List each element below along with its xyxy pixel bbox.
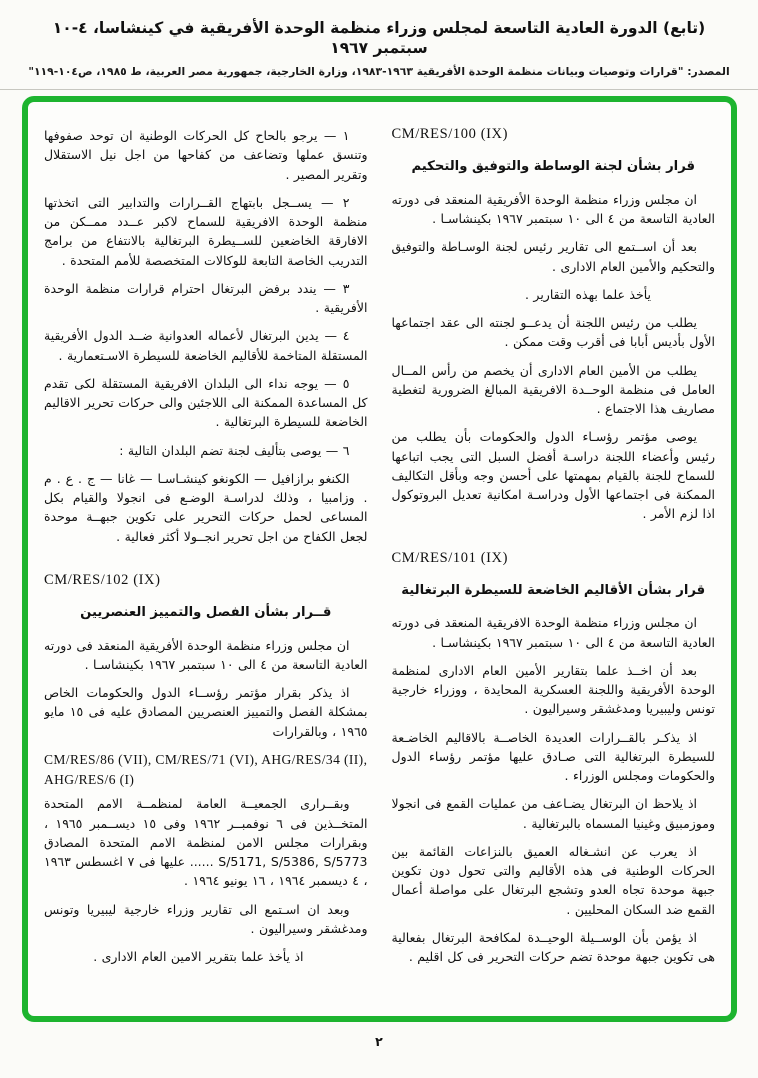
- resolution-clause: ٢ — يســجل بابتهاج القــرارات والتدابير التى اتخذتها منظمة الوحدة الافريقية للسماح لاكبر عــدد ممــكن من الافارقة الخاضعين للســيطرة البرتغالية بالانتفاع من برامج التدريب الخاصة التابعة للوكالات المتخصصة للأمم المتحدة .: [44, 194, 368, 268]
- resolution-paragraph: بعد أن اســتمع الى تقارير رئيس لجنة الوسـاطة والتوفيق والتحكيم والأمين العام الادارى .: [391, 239, 715, 274]
- resolution-title: قرار بشأن لجنة الوساطة والتوفيق والتحكيم: [411, 159, 696, 174]
- resolution-paragraph: ان مجلس وزراء منظمة الوحدة الأفريقية المنعقد فى دورته العادية التاسعة من ٤ الى ١٠ سبتمبر ١٩٦٧ بكينشاسـا .: [391, 191, 715, 227]
- header-divider: [0, 89, 758, 90]
- resolution-paragraph: يأخذ علما بهذه التقارير .: [524, 286, 651, 302]
- resolution-paragraph: اذ يؤمن بأن الوســيلة الوحيــدة لمكافحة البرتغال بفعالية هى تكوين جبهة موحدة تضم حركات التحرير فى كل اقليم .: [391, 929, 715, 965]
- page-number: ٢: [375, 1034, 383, 1049]
- resolution-clause: ٣ — يندد برفض البرتغال احترام قرارات منظمة الوحدة الأفريقية .: [44, 280, 368, 315]
- resolution-paragraph: بعد أن اخــذ علما بتقارير الأمين العام الادارى لمنظمة الوحدة الأفريقية واللجنة العسكرية المحايدة ، ووزراء خارجية تونس وليبيريا ومدغشقر وسيراليون .: [391, 662, 715, 717]
- resolution-paragraph: اذ يأخذ علما بتقرير الامين العام الادارى .: [93, 949, 304, 965]
- resolution-paragraph: اذ يلاحظ ان البرتغال يضـاعف من عمليات القمع فى انجولا وموزمبيق وغينيا المسماه بالبرتغالية .: [391, 796, 715, 831]
- resolution-paragraph: وبعد ان اسـتمع الى تقارير وزراء خارجية ليبيريا وتونس ومدغشقر وسيراليون .: [44, 901, 368, 936]
- two-column-layout: [28, 102, 731, 1016]
- resolution-clause: ٦ — يوصى بتأليف لجنة تضم البلدان التالية :: [119, 442, 350, 458]
- resolution-paragraph: اذ يعرب عن انشـغاله العميق بالنزاعات القائمة بين الحركات الوطنية فى هذه الأقاليم والتى تحول دون تكوين جبهة موحدة تجاه العدو وتشجع البرتغال على مواصلة أعمال القمع ضد السكان المحليين .: [391, 843, 715, 917]
- resolution-paragraph: يطلب من الأمين العام الادارى أن يخصم من رأس المــال العامل فى منظمة الوحــدة الافريقية المبالغ الضرورية لتغطية مصاريف هذا الاجتماع .: [391, 362, 715, 417]
- resolution-code: CM/RES/102 (IX): [44, 571, 161, 588]
- resolution-clause: ١ — يرجو بالحاح كل الحركات الوطنية ان توحد صفوفها وتنسق عملها وتضاعف من كفاحها من اجل نيل الاستقلال وتقرير المصير .: [44, 128, 368, 182]
- green-border-frame: [22, 96, 737, 1022]
- column-left: [44, 126, 368, 1006]
- column-right: [392, 126, 716, 1006]
- resolution-paragraph: اذ يذكر بقرار مؤتمر رؤســاء الدول والحكومات الخاص بمشكلة الفصل والتمييز العنصريين المصادق عليه فى ١٥ مايو ١٩٦٥ ، وبالقرارات: [44, 685, 368, 739]
- resolution-paragraph: يوصى مؤتمر رؤسـاء الدول والحكومات بأن يطلب من رئيس وأعضاء اللجنة دراسـة أفضل السبل التى يجب اتباعها للسماح للجنة بالقيام بمهمتها على أحسن وجه وبأقل التكاليف الممكنة فى اجتماعها الأول ودراسـة امكانية تعديل البروتوكول اذا لزم الأمر .: [391, 429, 715, 522]
- resolution-clause: ٥ — يوجه نداء الى البلدان الافريقية المستقلة لكى تقدم كل المساعدة الممكنة الى اللاجئين والى حركات تحرير الاقاليم الخاضعة للسيطرة البرتغالية .: [44, 375, 368, 430]
- referenced-resolutions-codes: CM/RES/86 (VII), CM/RES/71 (VI), AHG/RES/34 (II), AHG/RES/6 (I): [44, 751, 368, 788]
- resolution-paragraph: يطلب من رئيس اللجنة أن يدعــو لجنته الى عقد اجتماعها الأول بأديس أبابا فى أقرب وقت ممكن .: [391, 315, 715, 350]
- resolution-clause: ٤ — يدين البرتغال لأعماله العدوانية ضــد الدول الأفريقية المستقلة المتاخمة للأقاليم الخاضعة للسيطرة الاسـتعمارية .: [44, 328, 368, 363]
- page-title: (تابع) الدورة العادية التاسعة لمجلس وزراء منظمة الوحدة الأفريقية في كينشاسا، ٤-١٠ سبتمبر ١٩٦٧: [52, 19, 706, 58]
- resolution-paragraph: ان مجلس وزراء منظمة الوحدة الافريقية المنعقد فى دورته العادية التاسعة من ٤ الى ١٠ سبتمبر ١٩٦٧ بكينشاسـا .: [391, 615, 715, 650]
- resolution-title: قــرار بشأن الفصل والتمييز العنصريين: [80, 604, 332, 620]
- resolution-title: قرار بشأن الأقاليم الخاضعة للسيطرة البرتغالية: [401, 582, 706, 598]
- resolution-paragraph: ان مجلس وزراء منظمة الوحدة الأفريقية المنعقد فى دورته العادية التاسعة من ٤ الى ١٠ سبتمبر ١٩٦٧ بكينشاسـا .: [44, 637, 368, 672]
- resolution-paragraph: اذ يذكـر بالقــرارات العديدة الخاصــة بالاقاليم الخاضـعة للسيطرة البرتغالية التى صـادق عليها مؤتمر رؤساء الدول والحكومات ومجلس الوزراء .: [391, 729, 715, 784]
- source-line: المصدر: "قرارات وتوصيات وبيانات منظمة الوحدة الأفريقية ١٩٦٣-١٩٨٣، وزارة الخارجية، جمهورية مصر العربية، ط ١٩٨٥، ص١٠٤-١١٩": [28, 65, 730, 79]
- resolution-code: CM/RES/100 (IX): [391, 126, 509, 142]
- resolution-code: CM/RES/101 (IX): [391, 549, 509, 566]
- resolution-paragraph: وبقــرارى الجمعيــة العامة لمنظمــة الامم المتحدة المتخــذين فى ٦ نوفمبــر ١٩٦٢ وفى ١٥ ديســمبر ١٩٦٥ ، وبقرارات مجلس الامن لمنظمة الامم المتحدة المصادق S/5171, S/5386, S/5773 ...... عليها فى ٧ اغسطس ١٩٦٣ ، ٤ ديسمبر ١٩٦٤ ، ١٦ يونيو ١٩٦٤ .: [44, 796, 368, 889]
- page-header: [0, 0, 758, 90]
- resolution-clause: الكنغو برازافيل — الكونغو كينشـاسـا — غانا — ج . ع . م . وزامبيا ، وذلك لدراسـة الوضـع فى انجولا والقيام بكل المساعى لحمل حركات التحرير على تكوين جبهــة موحدة لجعل الكفاح من اجل تحرير انجــولا أكثر فعالية .: [44, 470, 368, 544]
